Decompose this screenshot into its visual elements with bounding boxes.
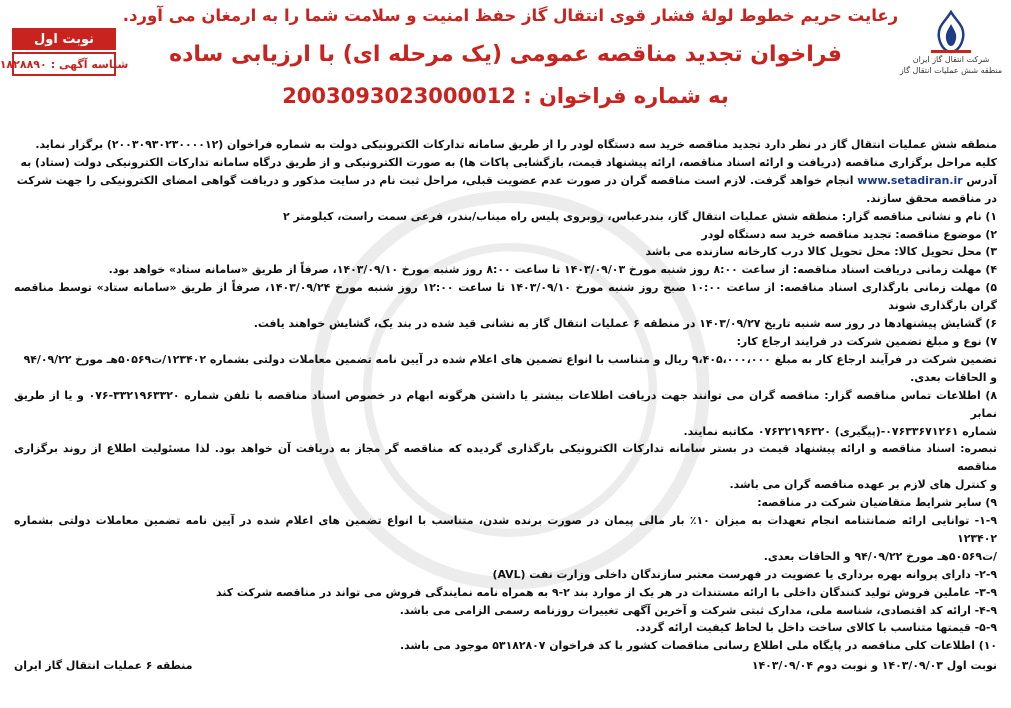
turn-badge: نوبت اول — [12, 28, 116, 50]
intro-address-suffix: انجام خواهد گرفت. لازم است مناقصه گران در صورت عدم عضویت قبلی، مراحل ثبت نام در سایت مذکور و دریافت گواهی امضای الکترونیکی را جهت شرکت — [16, 173, 854, 187]
note-line-2: و کنترل های لازم بر عهده مناقصه گران می باشد. — [729, 478, 997, 492]
ad-id-box — [0, 52, 129, 76]
company-logo — [899, 10, 1003, 80]
note-line-1: تبصره: اسناد مناقصه و ارائه پیشنهاد قیمت در بستر سامانه تدارکات الکترونیکی بارگذاری گردیده که مناقصه گر مجاز به دریافت آن خواهد بود. لذا مسئولیت اطلاع از روند برگزاری مناقصه — [14, 442, 997, 474]
publish-dates: نوبت اول ۱۴۰۳/۰۹/۰۳ و نوبت دوم ۱۴۰۳/۰۹/۰۴ — [751, 659, 997, 673]
item-upload-deadline: ۵) مهلت زمانی بارگذاری اسناد مناقصه: از ساعت ۱۰:۰۰ صبح روز شنبه مورخ ۱۴۰۳/۰۹/۱۰ تا ساعت ۱۲:۰۰ روز شنبه مورخ ۱۴۰۳/۰۹/۲۴، صرفاً از طریق «سامانه ستاد» توسط مناقصه گران بارگذاری شوند — [14, 281, 998, 313]
setad-website-link[interactable]: www.setadiran.ir — [857, 173, 963, 187]
item-9-1a: ۱-۹- توانایی ارائه ضمانتنامه انجام تعهدات به میزان ۱۰٪ بار مالی پیمان در صورت برنده شدن، متناسب با انواع تضمین های اعلام شده در آیین نامه تضمین معاملات دولتی بشماره ۱۲۳۴۰۲ — [14, 514, 997, 545]
logo-region-name: منطقه شش عملیات انتقال گاز — [899, 66, 1003, 75]
intro-line-2: کلیه مراحل برگزاری مناقصه (دریافت و ارائه اسناد مناقصه، ارائه پیشنهاد قیمت، بازگشایی پاکات ها) به صورت الکترونیکی و از طریق درگاه سامانه تدارکات الکترونیکی دولت (ستاد) به — [20, 155, 997, 169]
item-9-4: ۴-۹- ارائه کد اقتصادی، شناسه ملی، مدارک ثبتی شرکت و آخرین آگهی تغییرات روزنامه رسمی الزامی می باشد. — [399, 603, 997, 617]
call-number-row — [150, 84, 861, 108]
tender-title: فراخوان تجدید مناقصه عمومی (یک مرحله ای) با ارزیابی ساده — [169, 42, 842, 67]
item-9-5: ۵-۹- قیمتها متناسب با کالای ساخت داخل با لحاظ کیفیت ارائه گردد. — [635, 621, 997, 635]
signature: منطقه ۶ عملیات انتقال گاز ایران — [14, 659, 193, 673]
item-document-receipt-deadline: ۴) مهلت زمانی دریافت اسناد مناقصه: از ساعت ۸:۰۰ روز شنبه مورخ ۱۴۰۳/۰۹/۰۳ تا ساعت ۸:۰۰ روز شنبه مورخ ۱۴۰۳/۰۹/۱۰، صرفاً از طریق «سامانه ستاد» خواهد بود. — [108, 263, 997, 277]
ad-id-value: ۱۸۲۸۸۹۰ — [0, 57, 47, 71]
intro-line-4: در مناقصه محقق سازند. — [866, 191, 997, 205]
item-9-3: ۳-۹- عاملین فروش تولید کنندگان داخلی با ارائه مستندات در هر یک از موارد بند ۲-۹ به همراه نامه نمایندگی فروش می تواند در مناقصه شرکت کند — [216, 585, 997, 599]
call-number-label: به شماره فراخوان : — [523, 84, 729, 108]
logo-company-name: شرکت انتقال گاز ایران — [912, 55, 990, 64]
item-opening-date: ۶) گشایش پیشنهادها در روز سه شنبه تاریخ ۱۴۰۳/۰۹/۲۷ در منطقه ۶ عملیات انتقال گاز به نشانی قید شده در بند یک، گشایش خواهند یافت. — [253, 317, 997, 331]
item-guarantee-detail-2: و الحاقات بعدی. — [910, 370, 997, 384]
item-national-portal: ۱۰) اطلاعات کلی مناقصه در پایگاه ملی اطلاع رسانی مناقصات کشور با کد فراخوان ۵۳۱۸۲۸۰۷ موجود می باشد. — [399, 639, 997, 653]
intro-line-3 — [14, 172, 997, 190]
item-guarantee-heading: ۷) نوع و مبلغ تضمین شرکت در فرایند ارجاع کار: — [736, 334, 997, 348]
item-9-2: ۲-۹- دارای پروانه بهره برداری یا عضویت در فهرست معتبر سازندگان داخلی وزارت نفت (AVL) — [492, 567, 997, 581]
item-contact-1: ۸) اطلاعات تماس مناقصه گزار: مناقصه گران می توانند جهت دریافت اطلاعات بیشتر یا داشتن هرگونه ابهام در خصوص اسناد مناقصه با تلفن شماره ۳۳۲۱۹۶۳۳۲۰-۰۷۶ و یا از طریق نمابر — [14, 388, 997, 420]
item-guarantee-detail-1: تضمین شرکت در فرآیند ارجاع کار به مبلغ ۹،۴۰۵،۰۰۰،۰۰۰ ریال و متناسب با انواع تضمین های اعلام شده در آیین نامه تضمین معاملات دولتی بشماره ۱۲۳۴۰۲/ت۵۰۵۶۹هـ مورخ ۹۴/۰۹/۲۲ — [23, 352, 997, 366]
ad-id-label: شناسه آگهی : — [50, 57, 129, 71]
tender-body — [14, 136, 997, 704]
item-9-1b: /ت۵۰۵۶۹هـ مورخ ۹۴/۰۹/۲۲ و الحاقات بعدی. — [763, 549, 997, 563]
call-number-value: 2003093023000012 — [282, 84, 516, 108]
item-delivery-place: ۳) محل تحویل کالا: محل تحویل کالا درب کارخانه سازنده می باشد — [645, 245, 997, 259]
item-subject: ۲) موضوع مناقصه: تجدید مناقصه خرید سه دستگاه لودر — [701, 227, 997, 241]
flame-logo-icon — [925, 10, 977, 54]
intro-address-prefix: آدرس — [966, 173, 997, 187]
intro-line-1: منطقه شش عملیات انتقال گاز در نظر دارد تجدید مناقصه خرید سه دستگاه لودر را از طریق سامانه تدارکات الکترونیکی دولت به شماره فراخوان (۲۰۰۳۰۹۳۰۲۳۰۰۰۰۱۲) برگزار نماید. — [35, 138, 997, 151]
footer-row — [14, 657, 997, 675]
item-other-conditions: ۹) سایر شرایط متقاضیان شرکت در مناقصه: — [757, 496, 997, 510]
item-tenderer-address: ۱) نام و نشانی مناقصه گزار: منطقه شش عملیات انتقال گاز، بندرعباس، روبروی پلیس راه میناب/بندر، فرعی سمت راست، کیلومتر ۲ — [283, 209, 997, 223]
item-contact-2: شماره ۰۷۶۳۳۶۷۱۲۶۱-(پیگیری) ۰۷۶۳۲۱۹۶۳۲۰ مکاتبه نمایند. — [683, 424, 997, 438]
safety-banner: رعایت حریم خطوط لولهٔ فشار قوی انتقال گاز حفظ امنیت و سلامت شما را به ارمغان می آورد. — [122, 6, 899, 25]
